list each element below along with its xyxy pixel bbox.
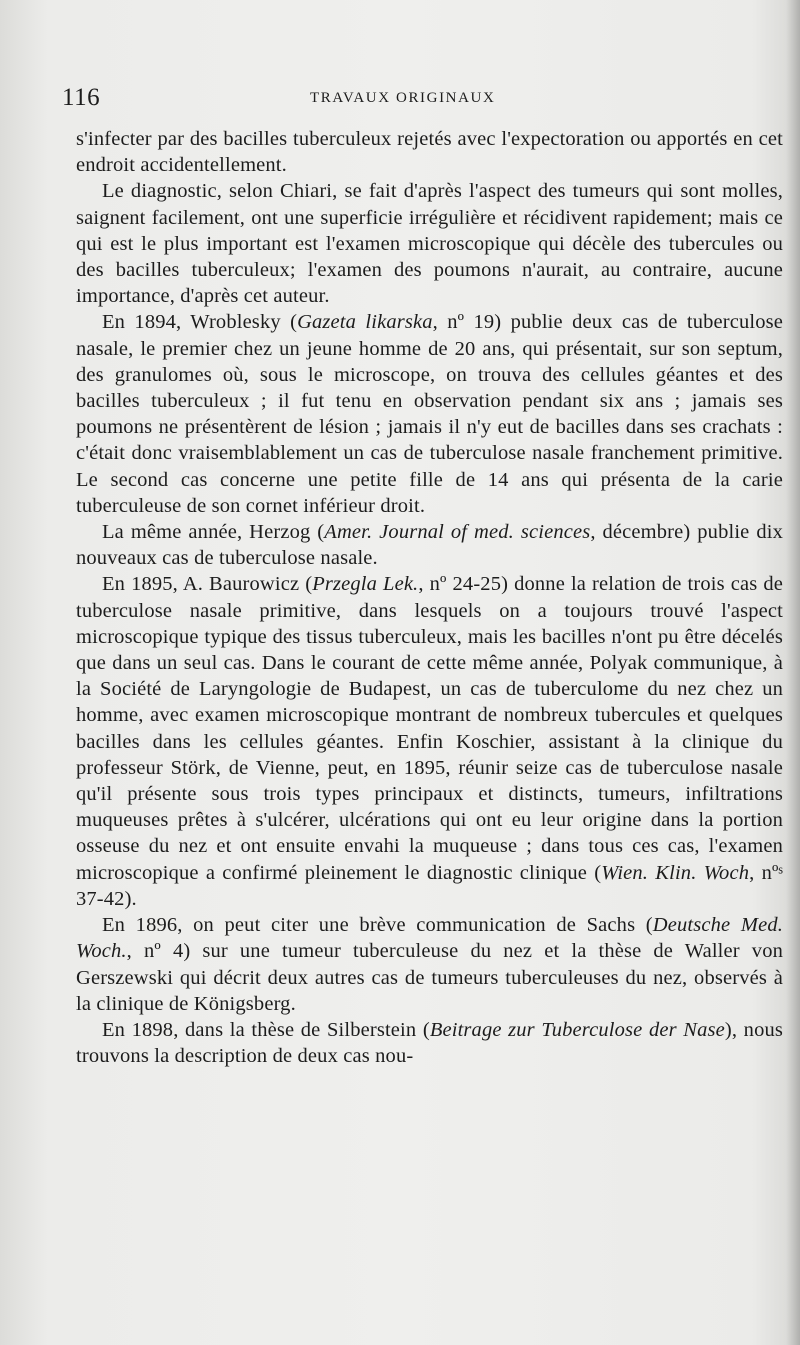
book-title: Beitrage zur Tuberculose der Nase [429, 1018, 725, 1041]
journal-title: Wien. Klin. Woch [601, 861, 750, 884]
journal-title: Deutsche Med. Woch. [76, 914, 784, 963]
text-segment: Le diagnostic, selon Chiari, se fait d'après l'aspect des tumeurs qui sont molles, saignent facilement, ont une superficie irrégulière et récidivent rapidement; mais ce qui est le plus important est l'examen microscopique qui décèle des tubercules ou des bacilles tuberculeux; l'examen des poumons n'aurait, au contraire, aucune importance, d'après cet auteur. [76, 180, 783, 308]
journal-title: Gazeta likarska [297, 311, 433, 334]
body-text [76, 126, 783, 1069]
text-segment: , nº 4) sur une tumeur tuberculeuse du nez et la thèse de Waller von Gerszewski qui décrit deux autres cas de tumeurs tuberculeuses du nez, observés à la clinique de Königsberg. [76, 940, 783, 1015]
paragraph-3 [76, 309, 783, 519]
paragraph-5 [76, 571, 783, 912]
paragraph-6 [76, 912, 783, 1017]
paragraph-1 [76, 126, 783, 178]
text-segment: , décembre) publie dix nouveaux cas de tuberculose nasale. [76, 521, 783, 570]
text-segment: En 1895, A. Baurowicz ( [102, 573, 313, 596]
journal-title: Przegla Lek. [312, 573, 419, 596]
running-title: TRAVAUX ORIGINAUX [310, 90, 496, 106]
running-header [0, 84, 800, 114]
text-segment: ), nous trouvons la description de deux cas nou- [76, 1018, 784, 1068]
text-segment: En 1896, on peut citer une brève communication de Sachs ( [102, 914, 653, 937]
text-segment: , nº 19) publie deux cas de tuberculose nasale, le premier chez un jeune homme de 20 ans, qui présentait, sur son septum, des granulomes où, sous le microscope, on trouva des cellules géantes et des bacilles tuberculeux ; il fut tenu en observation pendant six ans ; jamais ses poumons ne présentèrent de lésion ; jamais il n'y eut de bacilles dans ses crachats : c'était donc vraisemblablement un cas de tuberculose nasale franchement primitive. Le second cas concerne une petite fille de 14 ans qui présenta de la carie tuberculeuse de son cornet inférieur droit. [76, 311, 784, 517]
text-segment: La même année, Herzog ( [102, 521, 325, 544]
text-segment: , nºˢ 37-42). [76, 861, 783, 910]
paragraph-2 [76, 178, 783, 309]
paragraph-4 [76, 519, 783, 571]
paragraph-7 [76, 1017, 783, 1069]
page-edge-shadow [786, 0, 800, 1345]
text-segment: , nº 24-25) donne la relation de trois cas de tuberculose nasale primitive, dans lesquels on a toujours trouvé l'aspect microscopique typique des tissus tuberculeux, mais les bacilles n'ont pu être décelés que dans un seul cas. Dans le courant de cette même année, Polyak communique, à la Société de Laryngologie de Budapest, un cas de tuberculome du nez chez un homme, avec examen microscopique montrant de nombreux tubercules et quelques bacilles dans les cellules géantes. Enfin Koschier, assistant à la clinique du professeur Störk, de Vienne, peut, en 1895, réunir seize cas de tuberculose nasale qu'il présente sous trois types principaux et distincts, tumeurs, infiltrations muqueuses prêtes à s'ulcérer, ulcérations qui ont eu leur origine dans la portion osseuse du nez et ont ensuite envahi la muqueuse ; dans tous ces cas, l'examen microscopique a confirmé pleinement le diagnostic clinique ( [76, 573, 783, 884]
text-segment: s'infecter par des bacilles tuberculeux rejetés avec l'expectoration ou apportés en cet endroit accidentellement. [76, 128, 783, 177]
journal-title: Amer. Journal of med. sciences [324, 521, 591, 544]
text-segment: En 1894, Wroblesky ( [102, 311, 298, 334]
page-number: 116 [62, 84, 101, 111]
text-segment: En 1898, dans la thèse de Silberstein ( [102, 1018, 430, 1041]
